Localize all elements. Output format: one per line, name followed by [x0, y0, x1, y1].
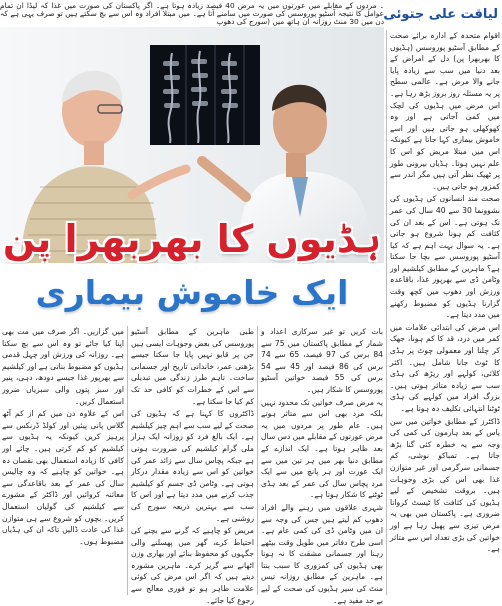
bottom-column-1 — [2, 326, 124, 595]
paragraph: غذا کہ لیڈا ان تمام عوامل کا نتیجہ آسٹیو پوروسس کی صورت میں سامنے آتا ہے۔ — [0, 1, 384, 18]
paragraph: ڈاکٹروں کا کہنا ہے کہ ہڈیوں کی صحت کے لیے سب سے اہم چیز کیلشیم ہے۔ ایک بالغ فرد کو روزانہ ایک ہزار ملی گرام کیلشیم کی ضرورت ہوتی ہے جبکہ پچاس سال سے زائد عمر کی خواتین کو اس سے زیادہ مقدار درکار ہوتی ہے۔ وٹامن ڈی جسم کو کیلشیم جذب کرنے میں مدد دیتا ہے اور اس کا سب سے بہترین ذریعہ سورج کی روشنی ہے۔ — [131, 409, 254, 523]
right-column — [390, 30, 500, 595]
paragraph: طبی ماہرین کے مطابق آسٹیو پوروسس کی بعض وجوہات ایسی ہیں جن پر قابو نہیں پایا جا سکتا جیسے بڑھتی عمر، خاندانی تاریخ اور جسمانی ساخت۔ تاہم طرز زندگی میں تبدیلی سے اس کے خطرات کو کافی حد تک کم کیا جا سکتا ہے۔ — [131, 327, 254, 406]
article-subheadline: ایک خاموش بیماری — [35, 273, 349, 312]
paragraph: بات کریں تو غیر سرکاری اعداد و شمار کے مطابق پاکستان میں 75 سے 84 برس کی 97 فیصد، 65 سے 74 برس کی 86 فیصد اور 45 سے 54 برس کی 55 فیصد خواتین آسٹیو پوروسس کا شکار ہیں۔ — [261, 327, 383, 394]
paragraph: یہ مرض صرف خواتین تک محدود نہیں بلکہ مرد بھی اس سے متاثر ہوتے ہیں۔ عام طور پر مردوں میں یہ مرض عورتوں کے مقابلے میں دس سال بعد ظاہر ہوتا ہے۔ ایک اندازے کے مطابق دنیا بھر میں ہر تین میں سے ایک عورت اور ہر پانچ میں سے ایک مرد پچاس سال کی عمر کے بعد ہڈی ٹوٹنے کا شکار ہوتا ہے۔ — [260, 397, 383, 500]
paragraph: ۔ مردوں کے مقابلے میں عورتوں میں یہ مرض 40 فیصد زیادہ ہوتا ہے۔ اگر پاکستان کی صورت میں — [64, 1, 384, 10]
paragraph: صحت مند انسانوں کی ہڈیوں کی نشوونما 30 سے 40 سال کی عمر تک ہوتی ہے۔ اس کے بعد ان کی کثافت کم ہونا شروع ہو جاتی ہے۔ یہ سوال بہت اہم ہے کہ کیا آسٹیو پوروسس سے بچا جا سکتا ہے؟ ماہرین کے مطابق کیلشیم اور وٹامن ڈی سے بھرپور غذا، باقاعدہ ورزش اور دھوپ میں کچھ وقت گزارنا ہڈیوں کو مضبوط رکھنے میں مدد دیتا ہے۔ — [390, 194, 500, 320]
bottom-column-3 — [260, 326, 383, 605]
paragraph: اس مرض کی ابتدائی علامات میں کمر میں درد، قد کا کم ہونا، جھک کر چلنا اور معمولی چوٹ پر ہڈی کا ٹوٹ جانا شامل ہیں۔ اکثر کلائی، کولہے اور ریڑھ کی ہڈی سب سے زیادہ متاثر ہوتی ہیں۔ بزرگ افراد میں کولہے کی ہڈی ٹوٹنا انتہائی تکلیف دہ ہوتا ہے۔ — [390, 322, 500, 413]
paragraph: مریض کو چاہیے کہ گرنے سے بچنے کی احتیاط کرے، گھر میں پھسلنے والی جگہوں کو محفوظ بنائے اور بھاری وزن اٹھانے سے گریز کرے۔ ماہرین مشورہ دیتے ہیں کہ اگر اس مرض کی کوئی علامت ظاہر ہو تو فوری معالج سے رجوع کیا جائے۔ — [131, 526, 254, 605]
top-left-column — [0, 2, 384, 26]
column-divider — [257, 326, 258, 595]
article-headline: ہڈیوں کا بھربھرا پن — [2, 217, 382, 261]
paragraph: شہری علاقوں میں رہنے والے افراد دھوپ کم لیتے ہیں جس کی وجہ سے ان میں وٹامن ڈی کی کمی عام ہے۔ اسی طرح دفاتر میں طویل وقت بیٹھے رہنا اور جسمانی مشقت کا نہ ہونا بھی ہڈیوں کی کمزوری کا سبب بنتا ہے۔ ماہرین کے مطابق روزانہ تیس منٹ کی سیر ہڈیوں کی صحت کے لیے بے حد مفید ہے۔ — [261, 502, 383, 605]
bottom-column-2 — [131, 326, 254, 605]
paragraph: اس کے علاوہ دن میں کم از کم آٹھ گلاس پانی پیئیں اور کولڈ ڈرنکس سے پرہیز کریں کیونکہ یہ ہڈیوں سے کیلشیم کو کم کرتی ہیں۔ چائے اور کافی کا زیادہ استعمال بھی نقصان دہ ہے۔ خواتین کو چاہیے کہ وہ چالیس سال کی عمر کے بعد باقاعدگی سے معائنہ کروائیں اور ڈاکٹر کے مشورے سے کیلشیم کی گولیاں استعمال کریں۔ بچوں کو شروع سے ہی متوازن غذا کی عادت ڈالیں تاکہ ان کی ہڈیاں مضبوط ہوں۔ — [2, 409, 124, 546]
author-byline: لیاقت علی جتوئی — [383, 7, 498, 22]
paragraph: میں گزاریں۔ اگر صرف میں مت بھی اپنا کیا جائے تو وہ اس سے بچ سکتا ہے۔ روزانہ کی ورزش اور چہل قدمی ہڈیوں کو مضبوط بناتی ہے اور کیلشیم سے بھرپور غذا جیسے دودھ، دہی، پنیر اور سبز پتوں والی سبزیاں ضرور استعمال کریں۔ — [1, 327, 124, 406]
paragraph: میں مبتلا افراد وہ اس سے بچ سکتے ہیں تو صرف یہی ہے کہ دن میں 30 منٹ روزانہ ان ہاتھ میں (سورج کی دھوپ — [0, 9, 384, 26]
column-divider — [386, 30, 387, 595]
column-divider — [127, 326, 128, 595]
paragraph: ڈاکٹرز کے مطابق خواتین میں سن یاس کے بعد ہارمون کی کمی کی وجہ سے یہ خطرہ کئی گنا بڑھ جاتا ہے۔ تمباکو نوشی، کم جسمانی سرگرمی اور غیر متوازن غذا بھی اس کی بڑی وجوہات ہیں۔ بروقت تشخیص کے لیے ہڈیوں کی کثافت کا ٹیسٹ کروانا ضروری ہے۔ پاکستان میں بھی یہ مرض تیزی سے پھیل رہا ہے اور خواتین کی بڑی تعداد اس سے متاثر ہے۔ — [389, 416, 500, 554]
paragraph: اقوام متحدہ کے ادارہ برائے صحت کے مطابق آسٹیو پوروسس (ہڈیوں کا بھربھرا پن) دل کے امراض کے بعد دنیا میں سب سے زیادہ پایا جانے والا مرض ہے۔ عالمی سطح پر یہ مسئلہ روز بروز بڑھ رہا ہے۔ اس مرض میں ہڈیوں کی لچک میں کمی آجاتی ہے اور وہ کھوکھلی ہو جاتی ہیں اور اسے خاموش بیماری کہا جاتا ہے کیونکہ اس میں مبتلا مریض کو اس کا علم نہیں ہوتا۔ ہڈیاں بیرونی طور پر ٹھیک نظر آتی ہیں مگر اندر سے کمزور ہو جاتی ہیں۔ — [390, 31, 500, 191]
